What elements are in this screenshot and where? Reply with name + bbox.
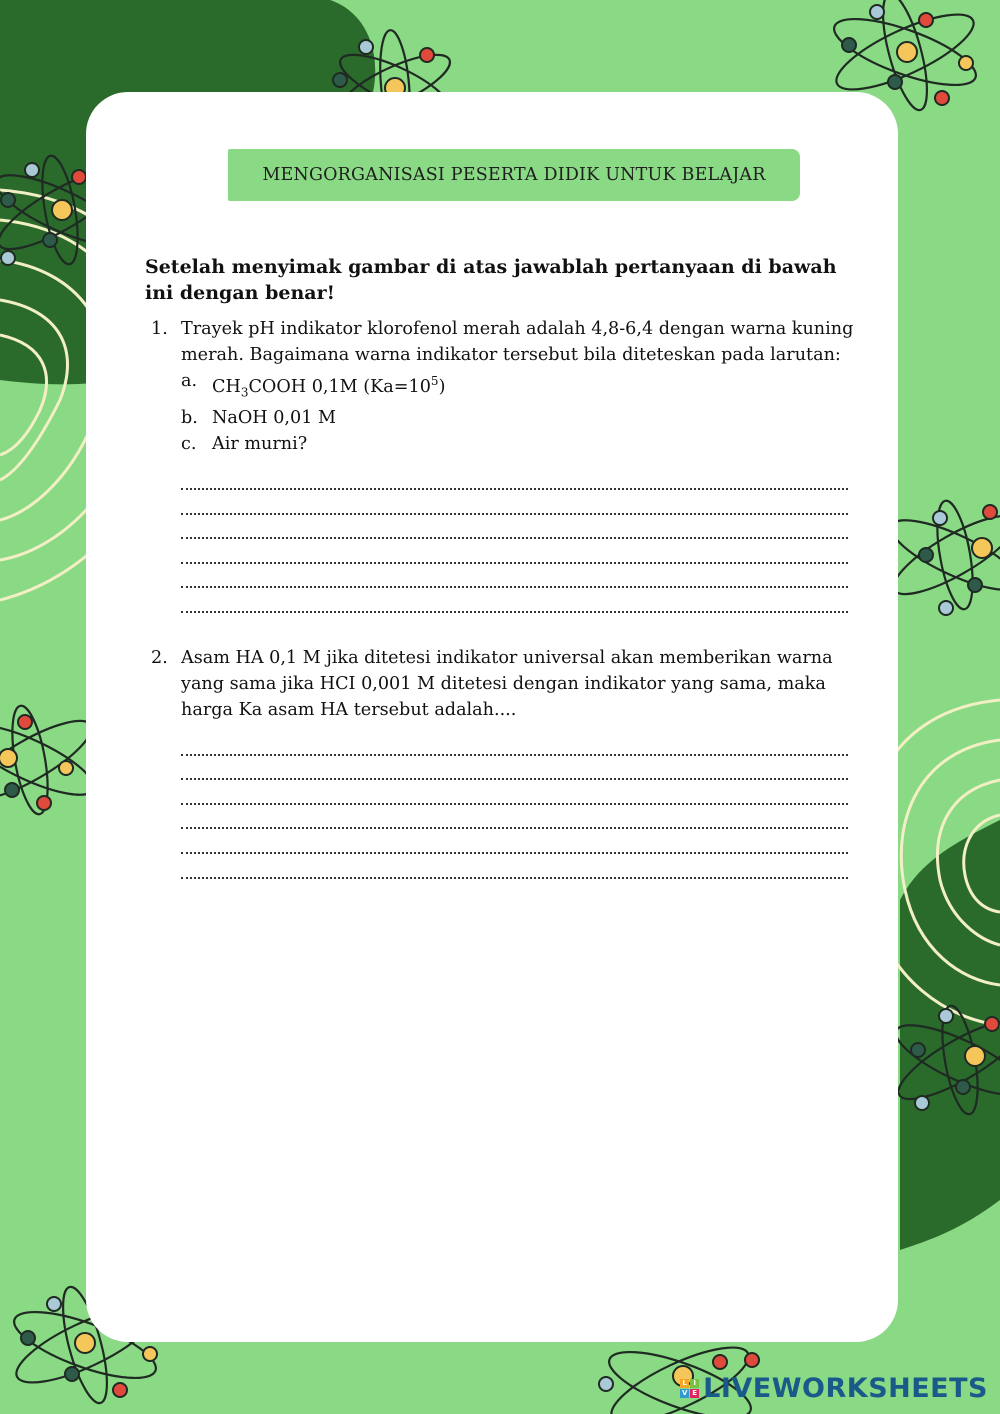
answer-line[interactable] <box>181 805 848 830</box>
option-a <box>181 368 865 405</box>
option-c-letter: c. <box>181 434 197 455</box>
brand-logo-e: E <box>690 1389 699 1398</box>
option-c-text: Air murni? <box>212 434 308 455</box>
answer-line[interactable] <box>181 564 848 589</box>
question-1-text: Trayek pH indikator klorofenol merah adalah 4,8-6,4 dengan warna kuning merah. Bagaimana warna indikator tersebut bila diteteskan pada larutan: <box>181 319 854 365</box>
worksheet-content <box>145 254 865 879</box>
answer-line[interactable] <box>181 854 848 879</box>
section-title: MENGORGANISASI PESERTA DIDIK UNTUK BELAJAR <box>262 165 766 185</box>
answer-line[interactable] <box>181 465 848 490</box>
question-1 <box>145 316 865 613</box>
brand-logo-v: V <box>681 1389 688 1397</box>
section-header <box>228 149 800 201</box>
option-b <box>181 405 865 431</box>
question-1-number: 1. <box>151 319 168 339</box>
option-a-text-pre: CH <box>212 376 241 397</box>
liveworksheets-brand <box>680 1373 988 1404</box>
option-a-subscript: 3 <box>240 385 249 400</box>
option-c <box>181 431 865 457</box>
option-a-text-mid: COOH 0,1M (Ka=10 <box>248 376 431 397</box>
question-1-options <box>181 368 865 457</box>
answer-line[interactable] <box>181 829 848 854</box>
answer-line[interactable] <box>181 756 848 781</box>
brand-logo-icon <box>680 1379 699 1398</box>
brand-logo-i: I <box>690 1379 699 1388</box>
brand-name: LIVEWORKSHEETS <box>703 1373 988 1404</box>
brand-logo-l: L <box>680 1379 689 1388</box>
answer-line[interactable] <box>181 780 848 805</box>
answer-line[interactable] <box>181 539 848 564</box>
question-2-number: 2. <box>151 647 168 668</box>
option-a-letter: a. <box>181 371 198 391</box>
answer-line[interactable] <box>181 490 848 515</box>
answer-line[interactable] <box>181 515 848 540</box>
instruction-text: Setelah menyimak gambar di atas jawablah pertanyaan di bawah ini dengan benar! <box>145 256 837 304</box>
option-b-text: NaOH 0,01 M <box>212 408 337 429</box>
option-a-superscript: 5 <box>430 374 439 388</box>
answer-line[interactable] <box>181 588 848 613</box>
question-2 <box>145 645 865 879</box>
answer-area-1[interactable] <box>181 465 865 613</box>
answer-area-2[interactable] <box>181 731 865 879</box>
answer-line[interactable] <box>181 731 848 756</box>
option-b-letter: b. <box>181 408 198 429</box>
question-2-text: Asam HA 0,1 M jika ditetesi indikator universal akan memberikan warna yang sama jika HCI 0,001 M ditetesi dengan indikator yang sama, maka harga Ka asam HA tersebut adalah.... <box>181 647 833 720</box>
option-a-text-post: ) <box>438 376 446 397</box>
